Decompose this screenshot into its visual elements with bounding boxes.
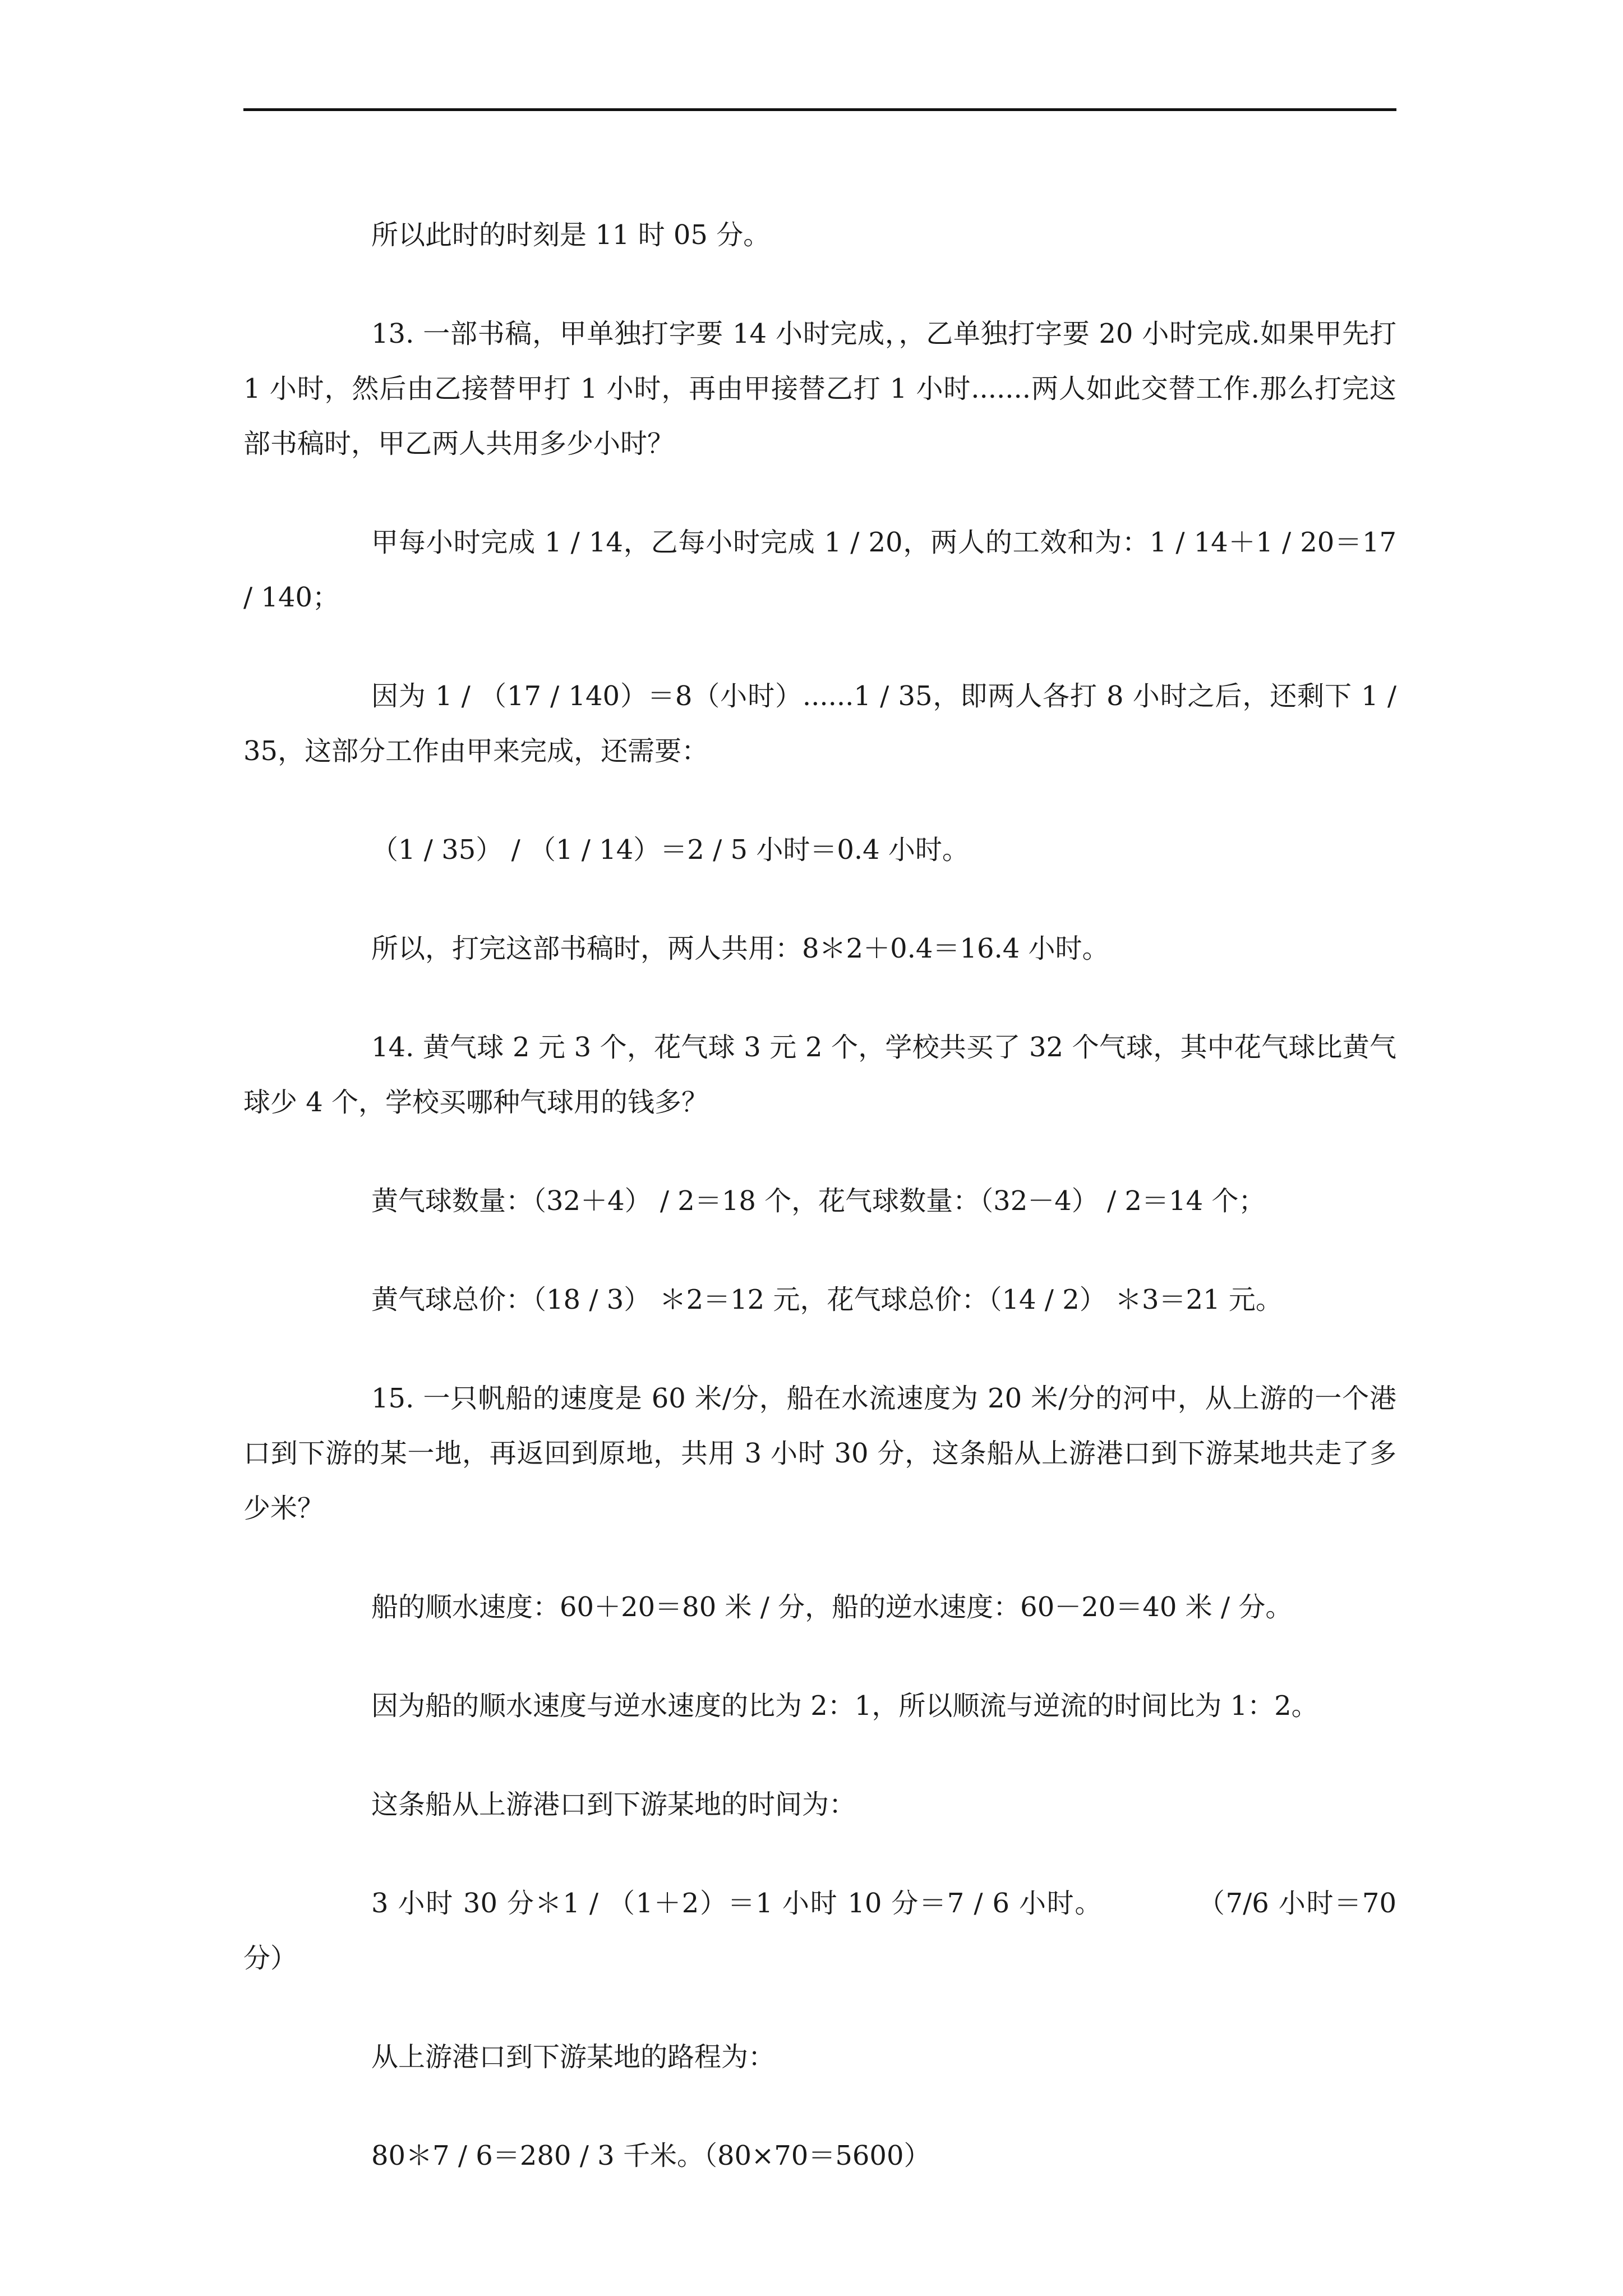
paragraph-boat-speed: 船的顺水速度：60＋20＝80 米 / 分，船的逆水速度：60－20＝40 米 / 分。 <box>371 1591 1293 1623</box>
paragraph-problem-13: 13. 一部书稿，甲单独打字要 14 小时完成，，乙单独打字要 20 小时完成.如果甲先打 1 小时，然后由乙接替甲打 1 小时，再由甲接替乙打 1 小时.......两人如此交替工作.那么打完这部书稿时，甲乙两人共用多少小时？ <box>243 318 1405 459</box>
paragraph-remainder: 因为 1 / （17 / 140）＝8（小时）......1 / 35，即两人各打 8 小时之后，还剩下 1 / 35，这部分工作由甲来完成，还需要： <box>243 680 1405 767</box>
paragraph-problem-15: 15. 一只帆船的速度是 60 米/分，船在水流速度为 20 米/分的河中，从上游的一个港口到下游的某一地，再返回到原地，共用 3 小时 30 分，这条船从上游港口到下游某地共走了多少米？ <box>243 1383 1396 1524</box>
paragraph-distance-intro: 从上游港口到下游某地的路程为： <box>371 2041 776 2073</box>
paragraph-time-calc: 3 小时 30 分＊1 / （1＋2）＝1 小时 10 分＝7 / 6 小时。 （7/6 小时＝70 分） <box>243 1888 1405 1974</box>
paragraph-time-result: 所以此时的时刻是 11 时 05 分。 <box>371 219 771 251</box>
header-rule <box>243 108 1396 111</box>
paragraph-total-time: 所以，打完这部书稿时，两人共用：8＊2＋0.4＝16.4 小时。 <box>371 933 1109 964</box>
paragraph-extra-time: （1 / 35） / （1 / 14）＝2 / 5 小时＝0.4 小时。 <box>371 834 969 866</box>
paragraph-speed-ratio: 因为船的顺水速度与逆水速度的比为 2：1，所以顺流与逆流的时间比为 1：2。 <box>371 1690 1318 1722</box>
paragraph-problem-14: 14. 黄气球 2 元 3 个，花气球 3 元 2 个，学校共买了 32 个气球，其中花气球比黄气球少 4 个，学校买哪种气球用的钱多？ <box>243 1032 1396 1118</box>
paragraph-balloon-count: 黄气球数量：（32＋4） / 2＝18 个，花气球数量：（32－4） / 2＝14 个； <box>371 1185 1266 1217</box>
paragraph-time-intro: 这条船从上游港口到下游某地的时间为： <box>371 1789 856 1820</box>
paragraph-balloon-price: 黄气球总价：（18 / 3） ＊2＝12 元，花气球总价：（14 / 2） ＊3＝21 元。 <box>371 1284 1283 1315</box>
paragraph-distance-calc: 80＊7 / 6＝280 / 3 千米。（80×70＝5600） <box>371 2140 931 2171</box>
document-body <box>243 208 1405 2227</box>
paragraph-work-rate: 甲每小时完成 1 / 14，乙每小时完成 1 / 20，两人的工效和为：1 / 14＋1 / 20＝17 / 140； <box>243 527 1405 613</box>
